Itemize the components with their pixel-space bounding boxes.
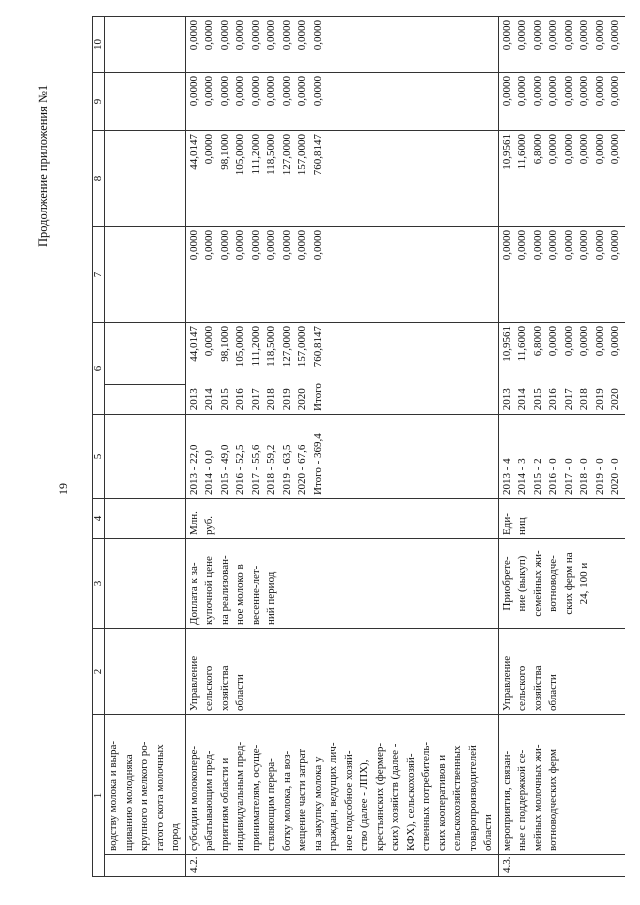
row-targets: 2013 - 22,0 2014 - 0,0 2015 - 49,0 2016 - 52,5 2017 - 55,6 2018 - 59,2 2019 - 63,5 2020 - 67,6 Итого - 369,4: [185, 415, 498, 499]
row-number: 4.3.: [498, 855, 625, 877]
header-col-1: 1: [93, 715, 105, 877]
row-local-funding: 0,0000 0,0000 0,0000 0,0000 0,0000 0,0000 0,0000 0,0000 0,0000: [185, 73, 498, 131]
header-col-4: 4: [93, 499, 105, 539]
row-years: 2013 2014 2015 2016 2017 2018 2019 2020: [498, 385, 625, 415]
row-other-funding: 0,0000 0,0000 0,0000 0,0000 0,0000 0,0000 0,0000 0,0000 0,0000: [185, 17, 498, 73]
row-unit: Еди- ниц: [498, 499, 625, 539]
row-targets: 2013 - 4 2014 - 3 2015 - 2 2016 - 0 2017 - 0 2018 - 0 2019 - 0 2020 - 0: [498, 415, 625, 499]
row-years: 2013 2014 2015 2016 2017 2018 2019 2020 Итого: [185, 385, 498, 415]
row-local-funding: 0,0000 0,0000 0,0000 0,0000 0,0000 0,0000 0,0000 0,0000: [498, 73, 625, 131]
header-col-6: 6: [93, 323, 105, 415]
row-unit: Млн. руб.: [185, 499, 498, 539]
page-number: 19: [56, 483, 70, 495]
row-prev-description: водству молока и выра- щиванию молодняка крупного и мелкого ро- гатого скота молочных пород: [105, 715, 186, 855]
table-row-4-3: [498, 17, 625, 877]
header-col-3: 3: [93, 539, 105, 629]
header-col-2: 2: [93, 629, 105, 715]
header-row: [93, 17, 105, 877]
continuation-title: Продолжение приложения №1: [36, 84, 50, 247]
row-description: мероприятия, связан- ные с поддержкой се- мейных молочных жи- вотноводческих ферм: [498, 715, 625, 855]
row-federal-funding: 0,0000 0,0000 0,0000 0,0000 0,0000 0,0000 0,0000 0,0000: [498, 227, 625, 323]
row-indicator: Доплата к за- купочной цене на реализован- ное молоко в весенне-лет- ний период: [185, 539, 498, 629]
row-regional-funding: 44,0147 0,0000 98,1000 105,0000 111,2000 118,5000 127,0000 157,0000 760,8147: [185, 131, 498, 227]
header-col-10: 10: [93, 17, 105, 73]
row-number: 4.2.: [185, 855, 498, 877]
row-description: субсидии молокопере- рабатывающим пред- приятиям области и индивидуальным пред- принимателям, осуще- ствляющим перера- ботку молока, на воз- мещение части затрат на закупку молока у граждан, ведущих лич- ное подсобное хозяй- ство (далее - ЛПХ), крестьянских (фермер- ских) хозяйств (далее - КФХ), сельскохозяй- ственных потребитель- ских кооперативов и сельскохозяйственных товаропроизводителей области: [185, 715, 498, 855]
row-total-funding: 10,9561 11,6000 6,8000 0,0000 0,0000 0,0000 0,0000 0,0000: [498, 323, 625, 385]
row-federal-funding: 0,0000 0,0000 0,0000 0,0000 0,0000 0,0000 0,0000 0,0000 0,0000: [185, 227, 498, 323]
header-col-9: 9: [93, 73, 105, 131]
appendix-table: [92, 16, 625, 877]
row-regional-funding: 10,9561 11,6000 6,8000 0,0000 0,0000 0,0000 0,0000 0,0000: [498, 131, 625, 227]
header-col-5: 5: [93, 415, 105, 499]
row-executor: Управление сельского хозяйства области: [498, 629, 625, 715]
row-other-funding: 0,0000 0,0000 0,0000 0,0000 0,0000 0,0000 0,0000 0,0000: [498, 17, 625, 73]
header-col-7: 7: [93, 227, 105, 323]
header-col-8: 8: [93, 131, 105, 227]
table-row-4-2: [185, 17, 498, 877]
row-executor: Управление сельского хозяйства области: [185, 629, 498, 715]
table-row-previous: [105, 17, 186, 877]
row-total-funding: 44,0147 0,0000 98,1000 105,0000 111,2000 118,5000 127,0000 157,0000 760,8147: [185, 323, 498, 385]
row-indicator: Приобрете- ние (выкуп) семейных жи- вотноводче- ских ферм на 24, 100 и: [498, 539, 625, 629]
